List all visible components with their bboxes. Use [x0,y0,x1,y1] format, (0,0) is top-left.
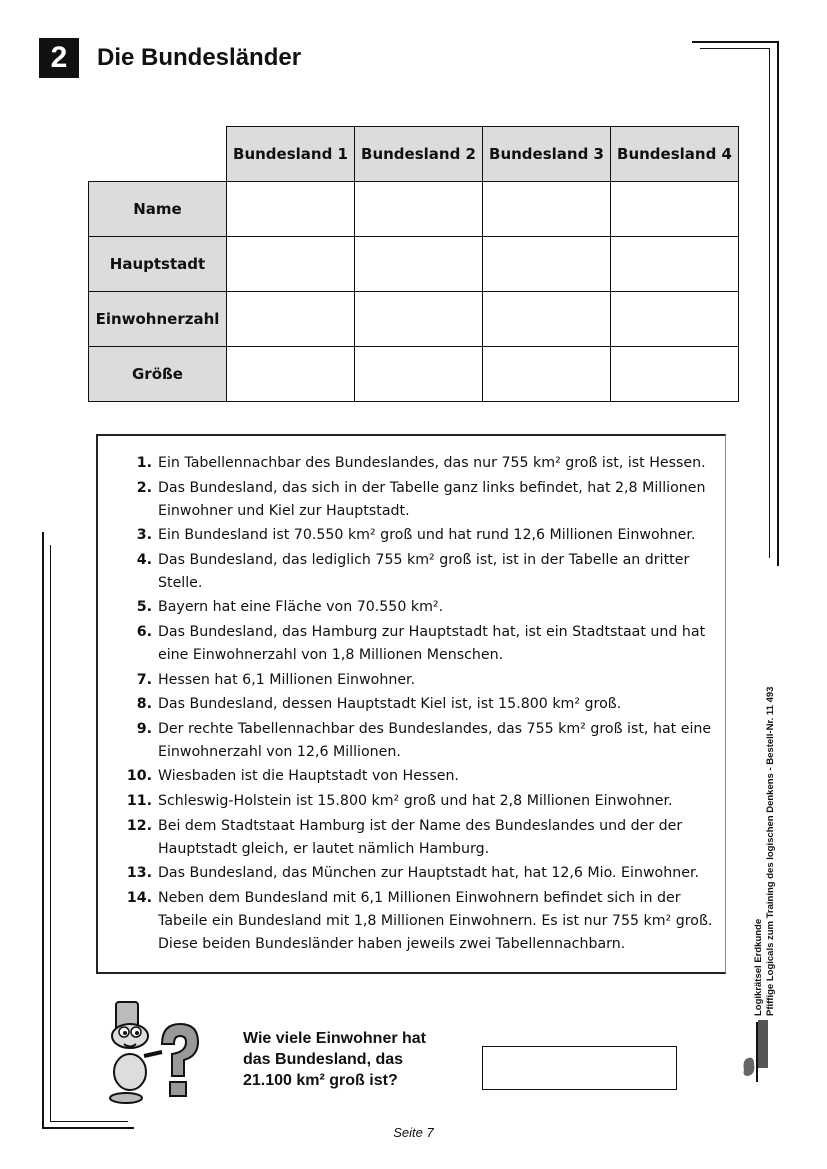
list-item [118,452,718,475]
clue-text: Das Bundesland, das lediglich 755 km² groß ist, ist in der Tabelle an dritter Stelle. [158,551,690,591]
side-publication-info [753,687,777,1016]
list-item [118,477,718,523]
list-item [118,765,718,788]
clue-text: Das Bundesland, das sich in der Tabelle ganz links befindet, hat 2,8 Millionen Einwohner und Kiel zur Hauptstadt. [158,479,706,519]
side-line: Logikrätsel Erdkunde [753,918,764,1016]
clue-number: 11. [126,792,152,809]
corner-frame-bottom-left-inner [50,1121,128,1122]
row-header: Einwohnerzahl [89,292,227,347]
list-item [118,596,718,619]
list-item [118,887,718,956]
list-item [118,815,718,861]
clue-text: Schleswig-Holstein ist 15.800 km² groß und hat 2,8 Millionen Einwohner. [158,792,673,809]
clue-list [118,452,718,957]
thinking-mascot-icon [104,994,204,1104]
answer-cell[interactable] [483,237,611,292]
table-row [89,182,739,237]
corner-frame-right-inner [769,48,770,558]
corner-frame-top-right [692,41,778,43]
clue-number: 7. [136,671,152,688]
answer-cell[interactable] [355,237,483,292]
corner-frame-left-inner [50,545,51,1122]
answer-cell[interactable] [227,182,355,237]
table-row [89,292,739,347]
clue-number: 5. [136,599,152,616]
clue-number: 4. [136,551,152,568]
column-header: Bundesland 1 [227,127,355,182]
clue-number: 8. [136,696,152,713]
list-item [118,621,718,667]
corner-frame-left [42,532,44,1129]
clue-number: 13. [126,865,152,882]
clue-text: Neben dem Bundesland mit 6,1 Millionen Einwohnern befindet sich in der Tabeile ein Bundesland mit 1,8 Millionen Einwohnern. Es ist nur 755 km² groß. Diese beiden Bundesländer haben jeweils zwei Tabellennachbarn. [158,889,713,952]
clue-text: Das Bundesland, dessen Hauptstadt Kiel ist, ist 15.800 km² groß. [158,696,622,713]
list-item [118,549,718,595]
clue-text: Der rechte Tabellennachbar des Bundeslandes, das 755 km² groß ist, hat eine Einwohnerzahl von 12,6 Millionen. [158,720,712,760]
page-title: Die Bundesländer [97,44,302,71]
column-header: Bundesland 2 [355,127,483,182]
answer-cell[interactable] [355,292,483,347]
corner-frame-right [777,41,779,566]
clue-text: Das Bundesland, das München zur Hauptstadt hat, hat 12,6 Mio. Einwohner. [158,865,699,882]
list-item [118,790,718,813]
row-header: Hauptstadt [89,237,227,292]
clue-number: 9. [136,720,152,737]
answer-field[interactable] [482,1046,677,1090]
list-item [118,718,718,764]
table-header-row [89,127,739,182]
answer-cell[interactable] [355,182,483,237]
clue-text: Bei dem Stadtstaat Hamburg ist der Name des Bundeslandes und der der Hauptstadt gleich, er lautet nämlich Hamburg. [158,817,683,857]
clue-number: 10. [126,768,152,785]
clue-text: Das Bundesland, das Hamburg zur Hauptstadt hat, ist ein Stadtstaat und hat eine Einwohnerzahl von 1,8 Millionen Menschen. [158,623,706,663]
question-line: das Bundesland, das [243,1051,404,1068]
logic-grid-table [88,126,739,402]
answer-cell[interactable] [355,347,483,402]
row-header: Größe [89,347,227,402]
answer-cell[interactable] [611,237,739,292]
page-number: Seite 7 [393,1125,434,1140]
chapter-number: 2 [39,38,79,78]
list-item [118,524,718,547]
clue-text: Hessen hat 6,1 Millionen Einwohner. [158,671,416,688]
column-header: Bundesland 4 [611,127,739,182]
side-line: Pfiffige Logicals zum Training des logischen Denkens - Bestell-Nr. 11 493 [765,686,776,1016]
clue-text: Ein Tabellennachbar des Bundeslandes, das nur 755 km² groß ist, ist Hessen. [158,455,706,471]
answer-cell[interactable] [227,292,355,347]
list-item [118,693,718,716]
clue-text: Bayern hat eine Fläche von 70.550 km². [158,599,444,616]
question-line: Wie viele Einwohner hat [243,1030,427,1047]
clue-text: Ein Bundesland ist 70.550 km² groß und hat rund 12,6 Millionen Einwohner. [158,527,696,544]
clue-number: 1. [136,455,152,471]
answer-cell[interactable] [483,292,611,347]
answer-cell[interactable] [611,292,739,347]
table-row [89,237,739,292]
answer-cell[interactable] [227,237,355,292]
clue-number: 6. [136,623,152,640]
table-corner [89,127,227,182]
answer-cell[interactable] [483,347,611,402]
question-line: 21.100 km² groß ist? [243,1072,398,1089]
clue-number: 2. [136,479,152,496]
publisher-logo-icon [740,1020,770,1086]
column-header: Bundesland 3 [483,127,611,182]
answer-cell[interactable] [483,182,611,237]
clue-number: 14. [126,889,152,906]
clue-text: Wiesbaden ist die Hauptstadt von Hessen. [158,768,459,785]
row-header: Name [89,182,227,237]
answer-cell[interactable] [611,182,739,237]
clue-number: 12. [126,817,152,834]
clue-number: 3. [136,527,152,544]
list-item [118,669,718,692]
corner-frame-top-right-inner [700,48,770,49]
list-item [118,862,718,885]
answer-cell[interactable] [227,347,355,402]
question-text [243,1028,426,1091]
answer-cell[interactable] [611,347,739,402]
table-row [89,347,739,402]
